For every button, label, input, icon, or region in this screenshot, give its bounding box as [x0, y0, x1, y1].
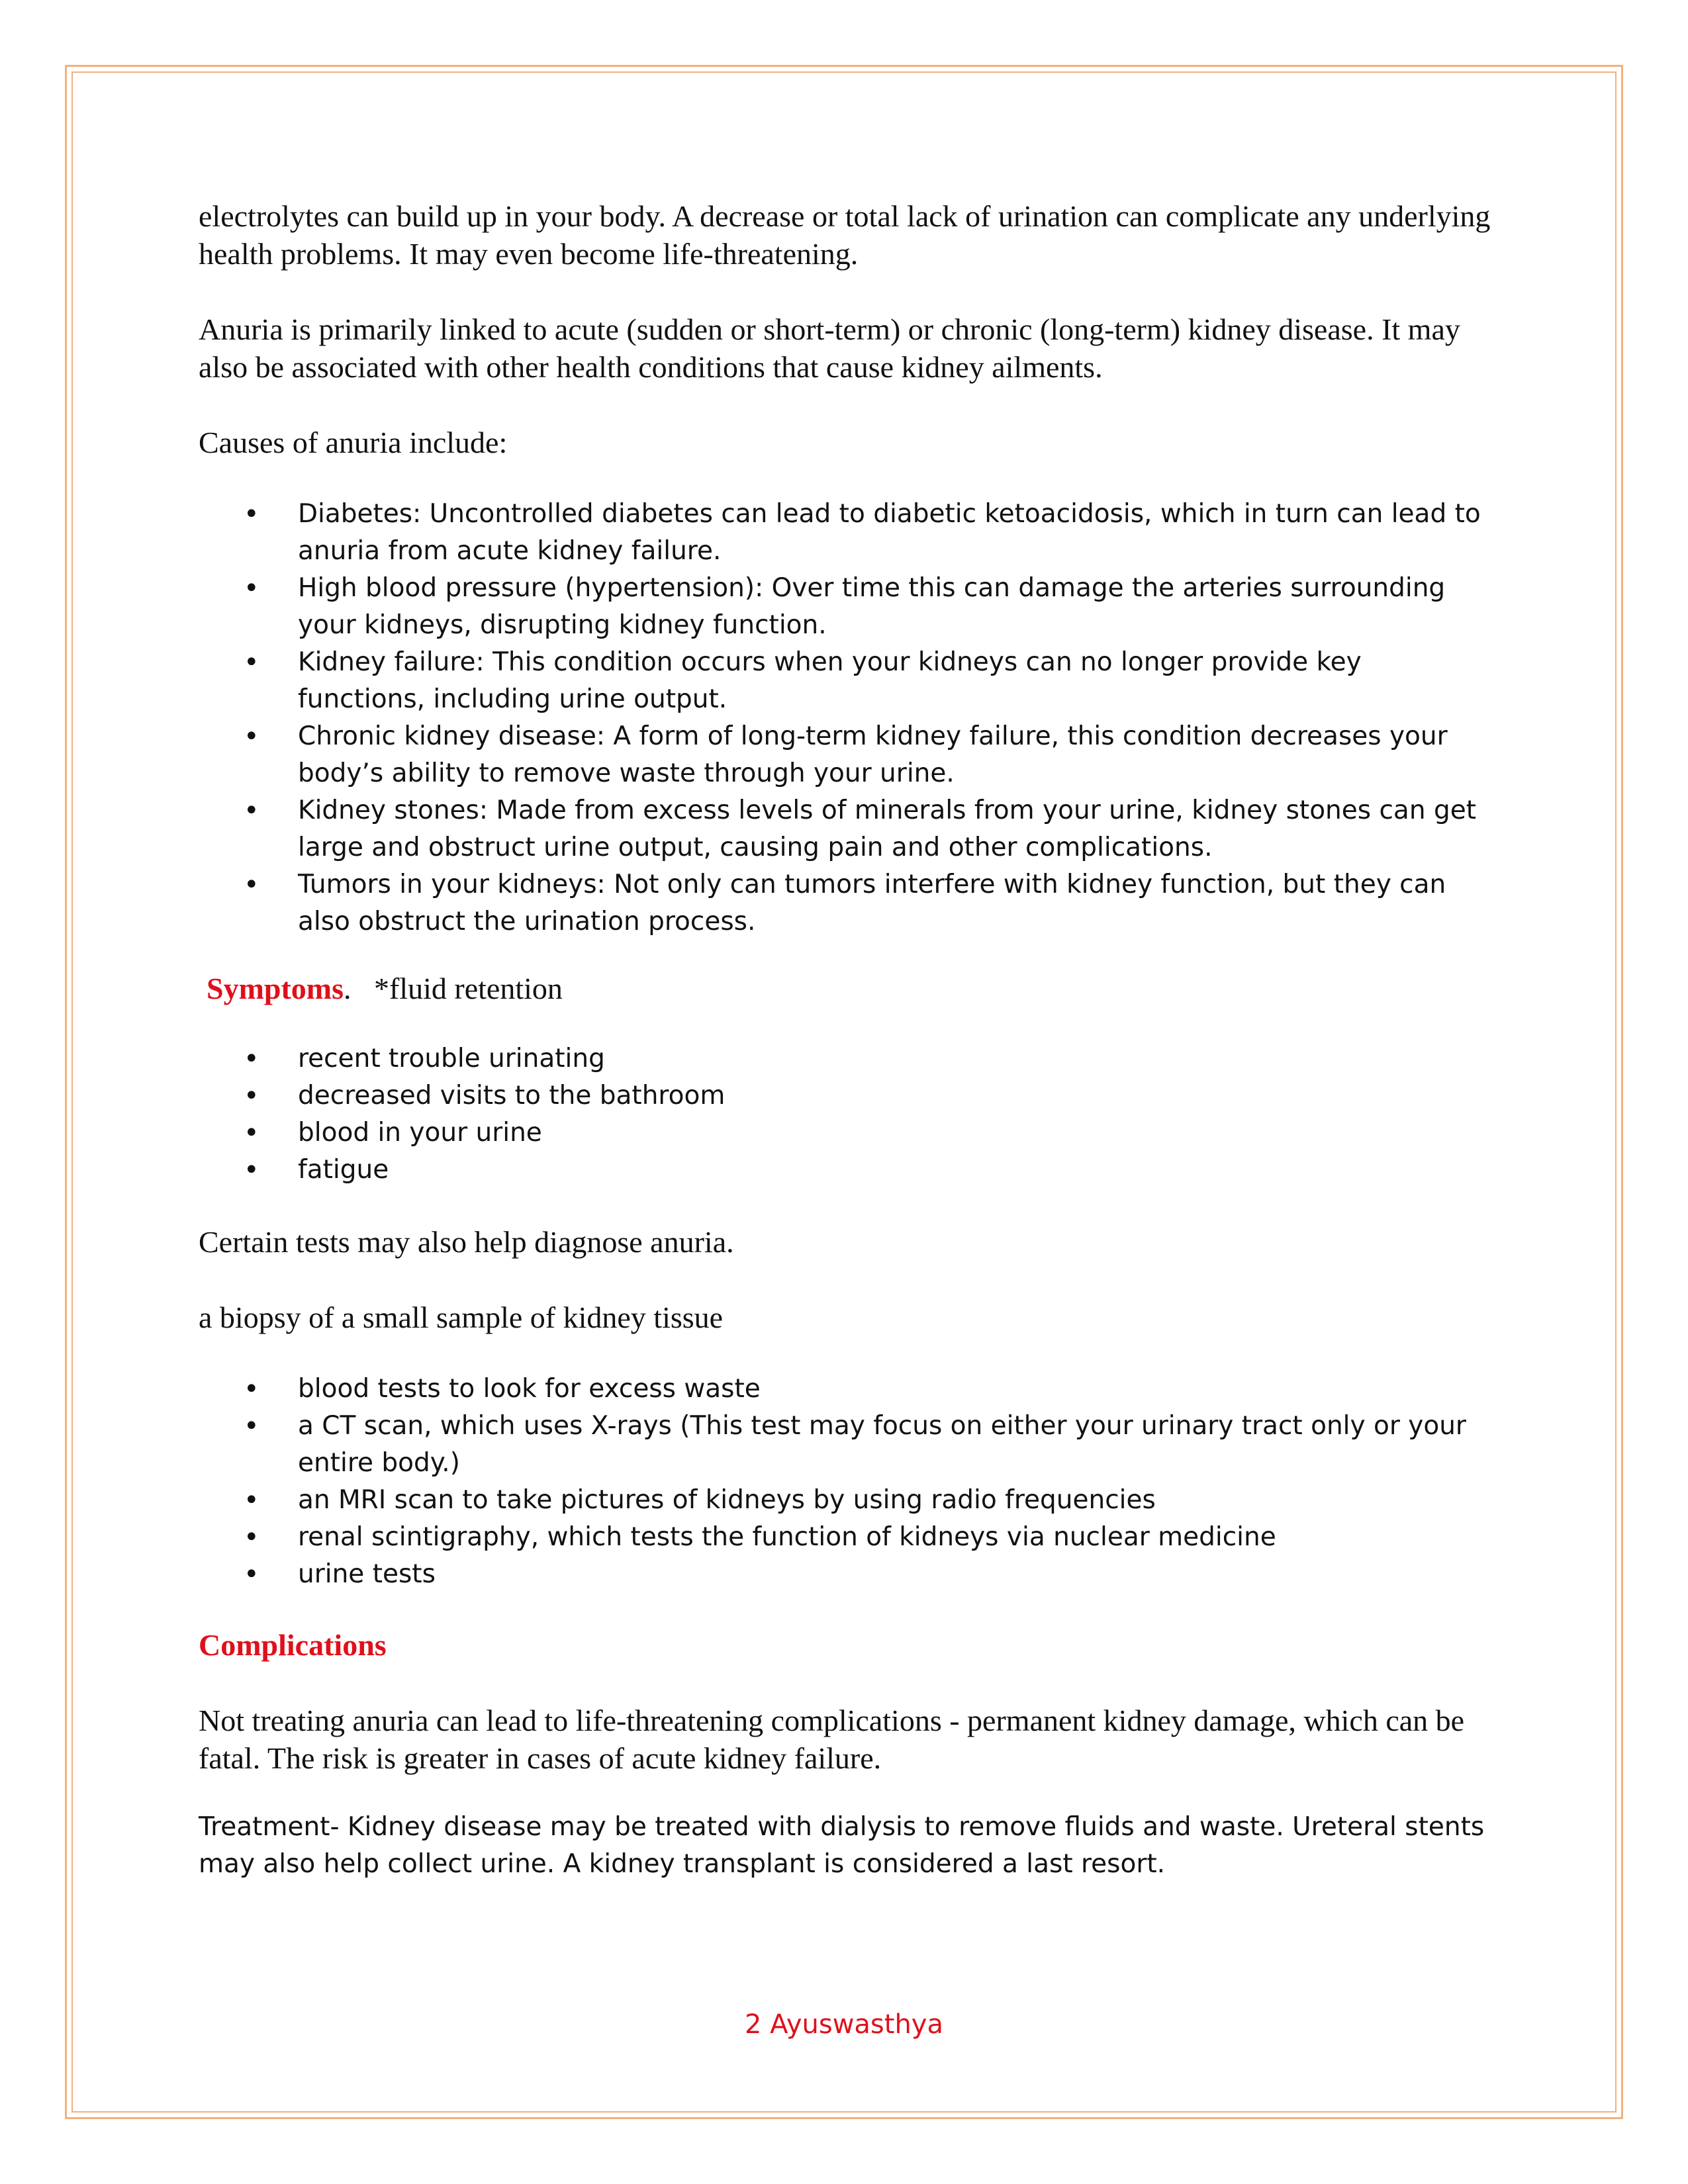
symptoms-line [199, 970, 1496, 1007]
list-item: • an MRI scan to take pictures of kidneys by using radio frequencies [199, 1482, 1496, 1519]
list-item: • Diabetes: Uncontrolled diabetes can lead to diabetic ketoacidosis, which in turn can lead to anuria from acute kidney failure. [199, 496, 1496, 570]
list-item: • urine tests [199, 1556, 1496, 1593]
list-item: • Tumors in your kidneys: Not only can tumors interfere with kidney function, but they can also obstruct the urination process. [199, 866, 1496, 940]
list-item: • Chronic kidney disease: A form of long-term kidney failure, this condition decreases your body’s ability to remove waste through your urine. [199, 718, 1496, 792]
causes-list [199, 496, 1496, 940]
diagnosis-tests-list [199, 1371, 1496, 1593]
intro-paragraph-1: electrolytes can build up in your body. A decrease or total lack of urination can complicate any underlying health problems. It may even become life-threatening. [199, 199, 1491, 271]
symptoms-list [199, 1040, 1496, 1189]
document-body [199, 197, 1496, 1883]
list-item: • High blood pressure (hypertension): Over time this can damage the arteries surrounding your kidneys, disrupting kidney function. [199, 570, 1496, 644]
list-item: • fatigue [199, 1152, 1496, 1189]
diagnosis-intro: Certain tests may also help diagnose anuria. [199, 1225, 734, 1259]
list-item: • a CT scan, which uses X-rays (This test may focus on either your urinary tract only or your entire body.) [199, 1408, 1496, 1482]
list-item: • blood in your urine [199, 1115, 1496, 1152]
complications-heading: Complications [199, 1628, 387, 1662]
symptoms-heading: Symptoms [207, 972, 344, 1005]
symptoms-heading-suffix: . *fluid retention [344, 972, 563, 1005]
list-item: • recent trouble urinating [199, 1040, 1496, 1077]
complications-paragraph: Not treating anuria can lead to life-threatening complications - permanent kidney damage, which can be fatal. The risk is greater in cases of acute kidney failure. [199, 1704, 1465, 1775]
page-footer: 2 Ayuswasthya [745, 2009, 943, 2040]
list-item: • decreased visits to the bathroom [199, 1077, 1496, 1115]
diagnosis-biopsy: a biopsy of a small sample of kidney tissue [199, 1300, 724, 1334]
list-item: • blood tests to look for excess waste [199, 1371, 1496, 1408]
list-item: • Kidney failure: This condition occurs when your kidneys can no longer provide key functions, including urine output. [199, 644, 1496, 718]
intro-paragraph-2: Anuria is primarily linked to acute (sudden or short-term) or chronic (long-term) kidney disease. It may also be associated with other health conditions that cause kidney ailments. [199, 312, 1460, 384]
treatment-paragraph: Treatment- Kidney disease may be treated with dialysis to remove fluids and waste. Ureteral stents may also help collect urine. A kidney transplant is considered a last resort. [199, 1812, 1485, 1879]
list-item: • renal scintigraphy, which tests the function of kidneys via nuclear medicine [199, 1519, 1496, 1556]
causes-intro: Causes of anuria include: [199, 426, 508, 459]
list-item: • Kidney stones: Made from excess levels of minerals from your urine, kidney stones can get large and obstruct urine output, causing pain and other complications. [199, 792, 1496, 866]
